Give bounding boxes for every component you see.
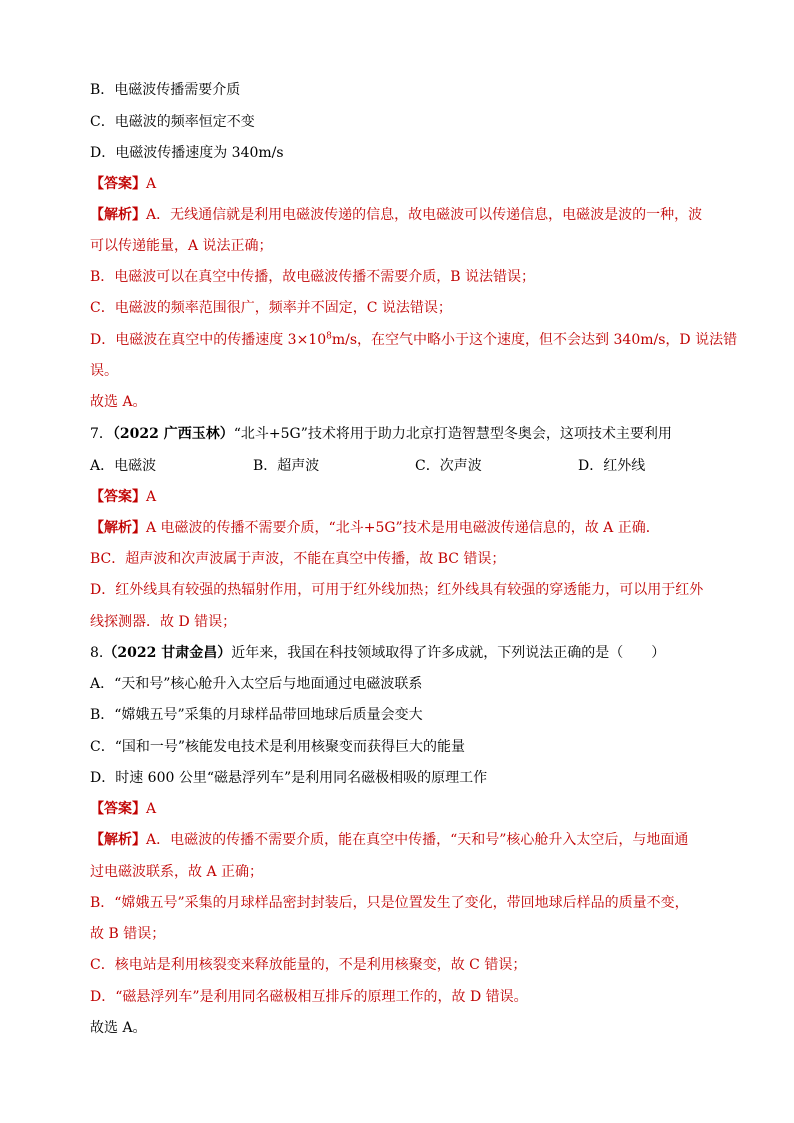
q7-option-a: A．电磁波 <box>90 458 157 474</box>
option-b: B．电磁波传播需要介质 <box>90 82 241 98</box>
answer-line <box>90 799 156 819</box>
analysis-line: C．核电站是利用核裂变来释放能量的，不是利用核聚变，故 C 错误； <box>90 957 527 973</box>
question-source: （2022 广西玉林） <box>112 426 234 442</box>
conclusion: 故选 A。 <box>90 394 147 410</box>
answer-line <box>90 487 156 507</box>
question-source: （2022 甘肃金昌） <box>103 645 232 661</box>
conclusion: 故选 A。 <box>90 1020 147 1036</box>
answer-label: 【答案】 <box>90 489 146 505</box>
analysis-line: 可以传递能量，A 说法正确； <box>90 238 273 254</box>
analysis-label: 【解析】 <box>90 207 146 223</box>
question-7-stem: 7．（2022 广西玉林）“北斗+5G”技术将用于助力北京打造智慧型冬奥会，这项技术主要利用 <box>90 426 672 442</box>
q7-option-c: C．次声波 <box>415 458 482 474</box>
q7-option-d: D．红外线 <box>578 458 646 474</box>
analysis-line: B．电磁波可以在真空中传播，故电磁波传播不需要介质，B 说法错误； <box>90 269 536 285</box>
question-8-stem: 8.（2022 甘肃金昌）近年来，我国在科技领域取得了许多成就，下列说法正确的是（ ） <box>90 645 666 661</box>
answer-value: A <box>146 176 157 192</box>
q7-option-b: B．超声波 <box>253 458 320 474</box>
analysis-line: 过电磁波联系，故 A 正确； <box>90 864 264 880</box>
analysis-line: C．电磁波的频率范围很广，频率并不固定，C 说法错误； <box>90 300 452 316</box>
analysis-line: 【解析】A．电磁波的传播不需要介质，能在真空中传播，“天和号”核心舱升入太空后，与地面通 <box>90 832 689 848</box>
answer-label: 【答案】 <box>90 801 146 817</box>
q8-option-b: B．“嫦娥五号”采集的月球样品带回地球后质量会变大 <box>90 707 423 723</box>
analysis-line: 【解析】A 电磁波的传播不需要介质，“北斗+5G”技术是用电磁波传递信息的，故 A 正确． <box>90 520 660 536</box>
answer-value: A <box>146 801 157 817</box>
analysis-line: BC．超声波和次声波属于声波，不能在真空中传播，故 BC 错误； <box>90 551 506 567</box>
q8-option-a: A．“天和号”核心舱升入太空后与地面通过电磁波联系 <box>90 676 423 692</box>
answer-value: A <box>146 489 157 505</box>
answer-label: 【答案】 <box>90 176 146 192</box>
option-c: C．电磁波的频率恒定不变 <box>90 114 255 130</box>
analysis-line: B．“嫦娥五号”采集的月球样品密封封装后，只是位置发生了变化，带回地球后样品的质量不变， <box>90 895 689 911</box>
question-number: 7． <box>90 426 113 442</box>
analysis-line: 线探测器．故 D 错误； <box>90 614 237 630</box>
analysis-line: D．“磁悬浮列车”是利用同名磁极相互排斥的原理工作的，故 D 错误。 <box>90 989 528 1005</box>
analysis-line: 误。 <box>90 363 118 379</box>
answer-line <box>90 174 156 194</box>
analysis-line: 【解析】A．无线通信就是利用电磁波传递的信息，故电磁波可以传递信息，电磁波是波的一种，波 <box>90 207 703 223</box>
option-d: D．电磁波传播速度为 340m/s <box>90 145 284 161</box>
analysis-line: D．红外线具有较强的热辐射作用，可用于红外线加热；红外线具有较强的穿透能力，可以用于红外 <box>90 582 704 598</box>
analysis-label: 【解析】 <box>90 520 146 536</box>
q8-option-d: D．时速 600 公里“磁悬浮列车”是利用同名磁极相吸的原理工作 <box>90 770 488 786</box>
q8-option-c: C．“国和一号”核能发电技术是利用核聚变而获得巨大的能量 <box>90 739 466 755</box>
analysis-label: 【解析】 <box>90 832 146 848</box>
analysis-line: 故 B 错误； <box>90 926 166 942</box>
analysis-line: D．电磁波在真空中的传播速度 $3\times 10^8m/s$，在空气中略小于这个速度，但不会达到 340m/s，D 说法错 <box>90 331 738 348</box>
question-number: 8. <box>90 645 104 661</box>
